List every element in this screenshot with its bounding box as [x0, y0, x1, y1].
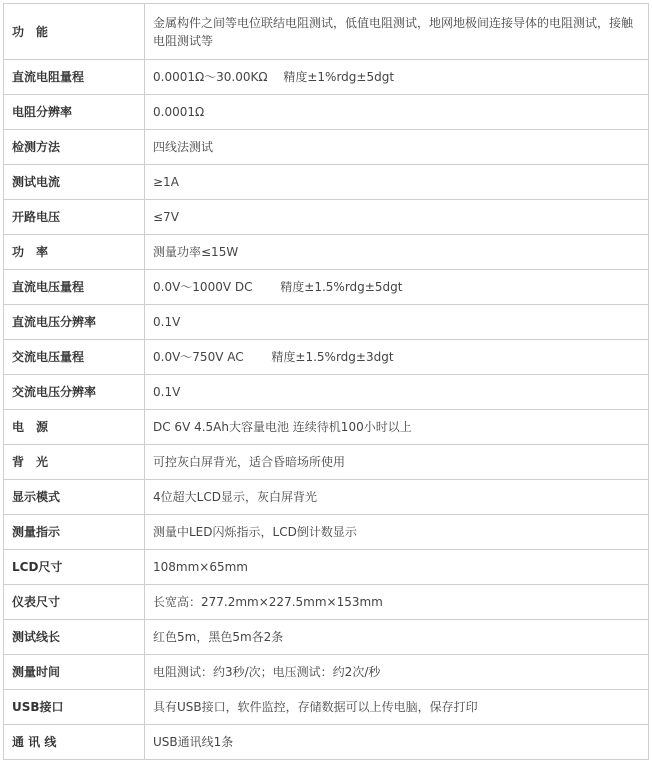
spec-value: 四线法测试	[145, 130, 649, 165]
spec-label: 直流电压分辨率	[4, 305, 145, 340]
spec-row-power-supply	[4, 410, 649, 445]
spec-label: 交流电压量程	[4, 340, 145, 375]
spec-value: 测量功率≤15W	[145, 235, 649, 270]
spec-value: 0.0001Ω～30.00KΩ 精度±1%rdg±5dgt	[145, 60, 649, 95]
spec-row-measure-indicator	[4, 515, 649, 550]
spec-value: 电阻测试：约3秒/次；电压测试：约2次/秒	[145, 655, 649, 690]
spec-label: 仪表尺寸	[4, 585, 145, 620]
spec-value: ≥1A	[145, 165, 649, 200]
spec-row-backlight	[4, 445, 649, 480]
spec-label: 直流电压量程	[4, 270, 145, 305]
spec-row-lcd-size	[4, 550, 649, 585]
spec-value: 测量中LED闪烁指示，LCD倒计数显示	[145, 515, 649, 550]
spec-row-measure-time	[4, 655, 649, 690]
spec-row-usb-interface	[4, 690, 649, 725]
spec-label: 交流电压分辨率	[4, 375, 145, 410]
spec-label: 测试线长	[4, 620, 145, 655]
spec-value: 长宽高：277.2mm×227.5mm×153mm	[145, 585, 649, 620]
spec-label: 测量时间	[4, 655, 145, 690]
spec-value: 0.0V～750V AC 精度±1.5%rdg±3dgt	[145, 340, 649, 375]
spec-row-dc-voltage-resolution	[4, 305, 649, 340]
spec-row-test-method	[4, 130, 649, 165]
spec-value: 0.1V	[145, 375, 649, 410]
spec-value: 0.0V～1000V DC 精度±1.5%rdg±5dgt	[145, 270, 649, 305]
spec-label: 电阻分辨率	[4, 95, 145, 130]
spec-label: 通 讯 线	[4, 725, 145, 760]
spec-label: LCD尺寸	[4, 550, 145, 585]
spec-row-comm-cable	[4, 725, 649, 760]
spec-value: 0.0001Ω	[145, 95, 649, 130]
spec-row-open-voltage	[4, 200, 649, 235]
spec-value: USB通讯线1条	[145, 725, 649, 760]
spec-label: 电 源	[4, 410, 145, 445]
spec-table	[3, 3, 649, 760]
spec-row-display-mode	[4, 480, 649, 515]
spec-row-ac-voltage-range	[4, 340, 649, 375]
spec-row-test-current	[4, 165, 649, 200]
spec-row-ac-voltage-resolution	[4, 375, 649, 410]
spec-label: 测量指示	[4, 515, 145, 550]
spec-value: 108mm×65mm	[145, 550, 649, 585]
spec-row-dc-voltage-range	[4, 270, 649, 305]
spec-label: 显示模式	[4, 480, 145, 515]
spec-value: 红色5m，黑色5m各2条	[145, 620, 649, 655]
spec-label: 测试电流	[4, 165, 145, 200]
spec-label: 功 能	[4, 4, 145, 60]
spec-value: 4位超大LCD显示，灰白屏背光	[145, 480, 649, 515]
spec-value: 0.1V	[145, 305, 649, 340]
spec-row-test-lead-length	[4, 620, 649, 655]
spec-label: 功 率	[4, 235, 145, 270]
spec-label: USB接口	[4, 690, 145, 725]
spec-label: 检测方法	[4, 130, 145, 165]
spec-row-resistance-resolution	[4, 95, 649, 130]
spec-row-meter-size	[4, 585, 649, 620]
spec-value: DC 6V 4.5Ah大容量电池 连续待机100小时以上	[145, 410, 649, 445]
spec-label: 直流电阻量程	[4, 60, 145, 95]
spec-value: ≤7V	[145, 200, 649, 235]
spec-row-dc-resistance-range	[4, 60, 649, 95]
spec-value: 可控灰白屏背光，适合昏暗场所使用	[145, 445, 649, 480]
spec-label: 背 光	[4, 445, 145, 480]
spec-value: 金属构件之间等电位联结电阻测试，低值电阻测试，地网地极间连接导体的电阻测试，接触电阻测试等	[145, 4, 649, 60]
spec-row-function	[4, 4, 649, 60]
spec-row-power	[4, 235, 649, 270]
spec-value: 具有USB接口，软件监控，存储数据可以上传电脑，保存打印	[145, 690, 649, 725]
spec-label: 开路电压	[4, 200, 145, 235]
